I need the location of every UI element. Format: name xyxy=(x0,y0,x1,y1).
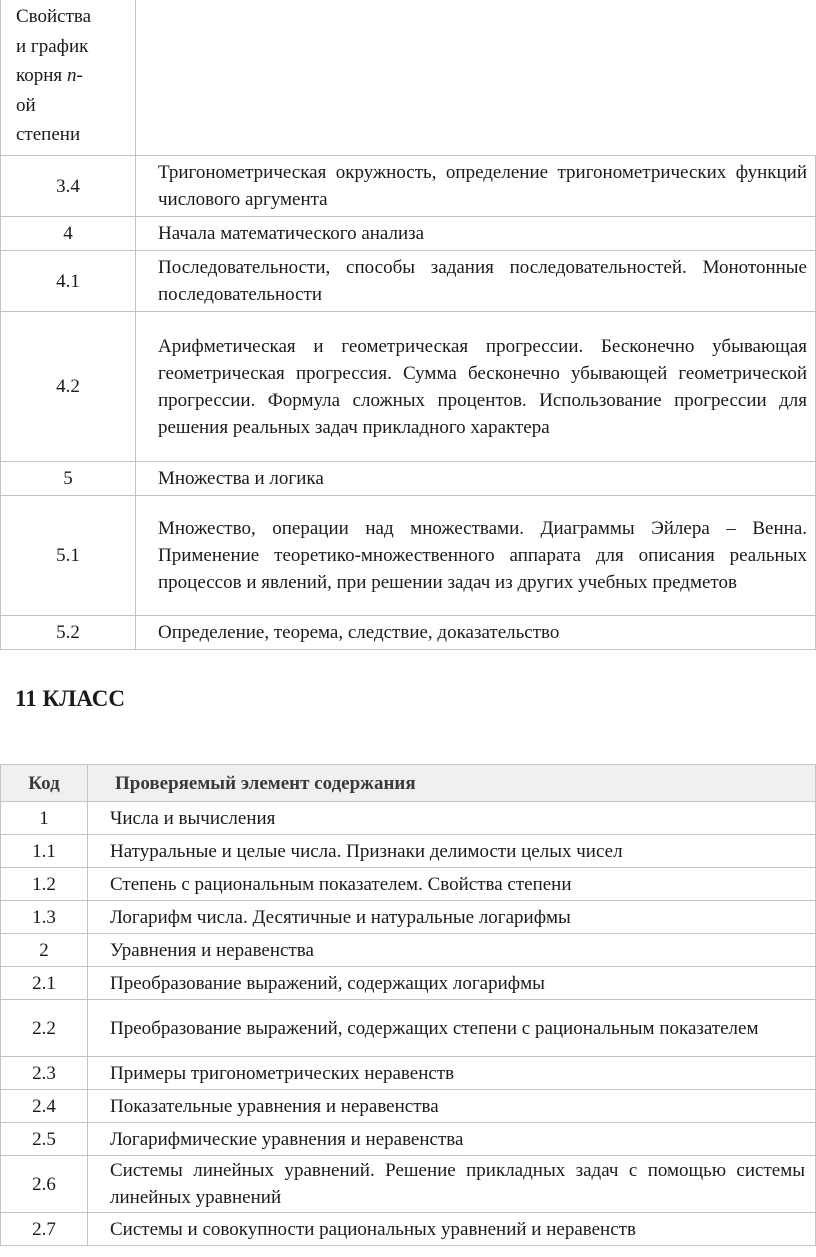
row-desc: Логарифм числа. Десятичные и натуральные логарифмы xyxy=(88,901,816,934)
row-code: 2.5 xyxy=(1,1123,88,1156)
row-code: 1 xyxy=(1,802,88,835)
code-line: Свойства xyxy=(16,6,92,27)
column-header-code: Код xyxy=(1,765,88,802)
row-code: 2 xyxy=(1,934,88,967)
row-desc: Тригонометрическая окружность, определение тригонометрических функций числового аргумента xyxy=(136,156,816,217)
row-code: 2.4 xyxy=(1,1090,88,1123)
row-code: 5.2 xyxy=(1,616,136,650)
row-code: 2.2 xyxy=(1,1000,88,1057)
row-desc: Последовательности, способы задания последовательностей. Монотонные последовательности xyxy=(136,251,816,312)
section-heading: 11 КЛАСС xyxy=(15,686,125,711)
table-row xyxy=(1,251,816,312)
row-code: 2.3 xyxy=(1,1057,88,1090)
table-row xyxy=(1,802,816,835)
table-row xyxy=(1,835,816,868)
row-desc: Преобразование выражений, содержащих степени с рациональным показателем xyxy=(88,1000,816,1057)
row-desc: Арифметическая и геометрическая прогрессии. Бесконечно убывающая геометрическая прогрессия. Сумма бесконечно убывающей геометрической прогрессии. Формула сложных процентов. Использование прогрессии для решения реальных задач прикладного характера xyxy=(136,312,816,462)
table-row xyxy=(1,1213,816,1246)
table-header-row xyxy=(1,765,816,802)
table-row xyxy=(1,868,816,901)
code-line: и график xyxy=(16,35,89,57)
row-desc: Определение, теорема, следствие, доказательство xyxy=(136,616,816,650)
table-row xyxy=(1,312,816,462)
row-desc: Показательные уравнения и неравенства xyxy=(88,1090,816,1123)
row-desc: Степень с рациональным показателем. Свойства степени xyxy=(88,868,816,901)
table-row xyxy=(1,217,816,251)
code-line: - xyxy=(76,65,83,87)
row-code: 1.2 xyxy=(1,868,88,901)
row-code: 2.7 xyxy=(1,1213,88,1246)
row-code: 1.1 xyxy=(1,835,88,868)
row-code: 5 xyxy=(1,462,136,496)
row-desc: Системы и совокупности рациональных уравнений и неравенств xyxy=(88,1213,816,1246)
table-row xyxy=(1,1057,816,1090)
row-code xyxy=(1,0,136,156)
row-code: 5.1 xyxy=(1,496,136,616)
column-header-element: Проверяемый элемент содержания xyxy=(88,765,816,802)
table-row xyxy=(1,1090,816,1123)
table-row xyxy=(1,1000,816,1057)
table-row xyxy=(1,934,816,967)
row-desc: Числа и вычисления xyxy=(88,802,816,835)
table-row xyxy=(1,1123,816,1156)
row-desc xyxy=(136,0,816,156)
table-row xyxy=(1,901,816,934)
row-code: 4.1 xyxy=(1,251,136,312)
table-row xyxy=(1,156,816,217)
row-code: 4.2 xyxy=(1,312,136,462)
row-code: 4 xyxy=(1,217,136,251)
row-code: 2.6 xyxy=(1,1156,88,1213)
code-line: ой xyxy=(16,94,36,116)
content-table-11-class xyxy=(0,764,816,1246)
row-desc: Натуральные и целые числа. Признаки делимости целых чисел xyxy=(88,835,816,868)
table-row xyxy=(1,967,816,1000)
row-desc: Преобразование выражений, содержащих логарифмы xyxy=(88,967,816,1000)
row-code: 3.4 xyxy=(1,156,136,217)
code-line-italic-n: n xyxy=(66,65,77,87)
row-desc: Примеры тригонометрических неравенств xyxy=(88,1057,816,1090)
code-line: корня xyxy=(16,65,67,87)
row-code: 2.1 xyxy=(1,967,88,1000)
row-desc: Множество, операции над множествами. Диаграммы Эйлера – Венна. Применение теоретико-множественного аппарата для описания реальных процессов и явлений, при решении задач из других учебных предметов xyxy=(136,496,816,616)
table-row xyxy=(1,0,816,156)
row-desc: Множества и логика xyxy=(136,462,816,496)
table-row xyxy=(1,616,816,650)
row-code: 1.3 xyxy=(1,901,88,934)
row-desc: Начала математического анализа xyxy=(136,217,816,251)
table-row xyxy=(1,1156,816,1213)
table-row xyxy=(1,462,816,496)
row-desc: Логарифмические уравнения и неравенства xyxy=(88,1123,816,1156)
table-row xyxy=(1,496,816,616)
row-desc: Уравнения и неравенства xyxy=(88,934,816,967)
code-line: степени xyxy=(16,124,81,146)
row-desc: Системы линейных уравнений. Решение прикладных задач с помощью системы линейных уравнений xyxy=(88,1156,816,1213)
